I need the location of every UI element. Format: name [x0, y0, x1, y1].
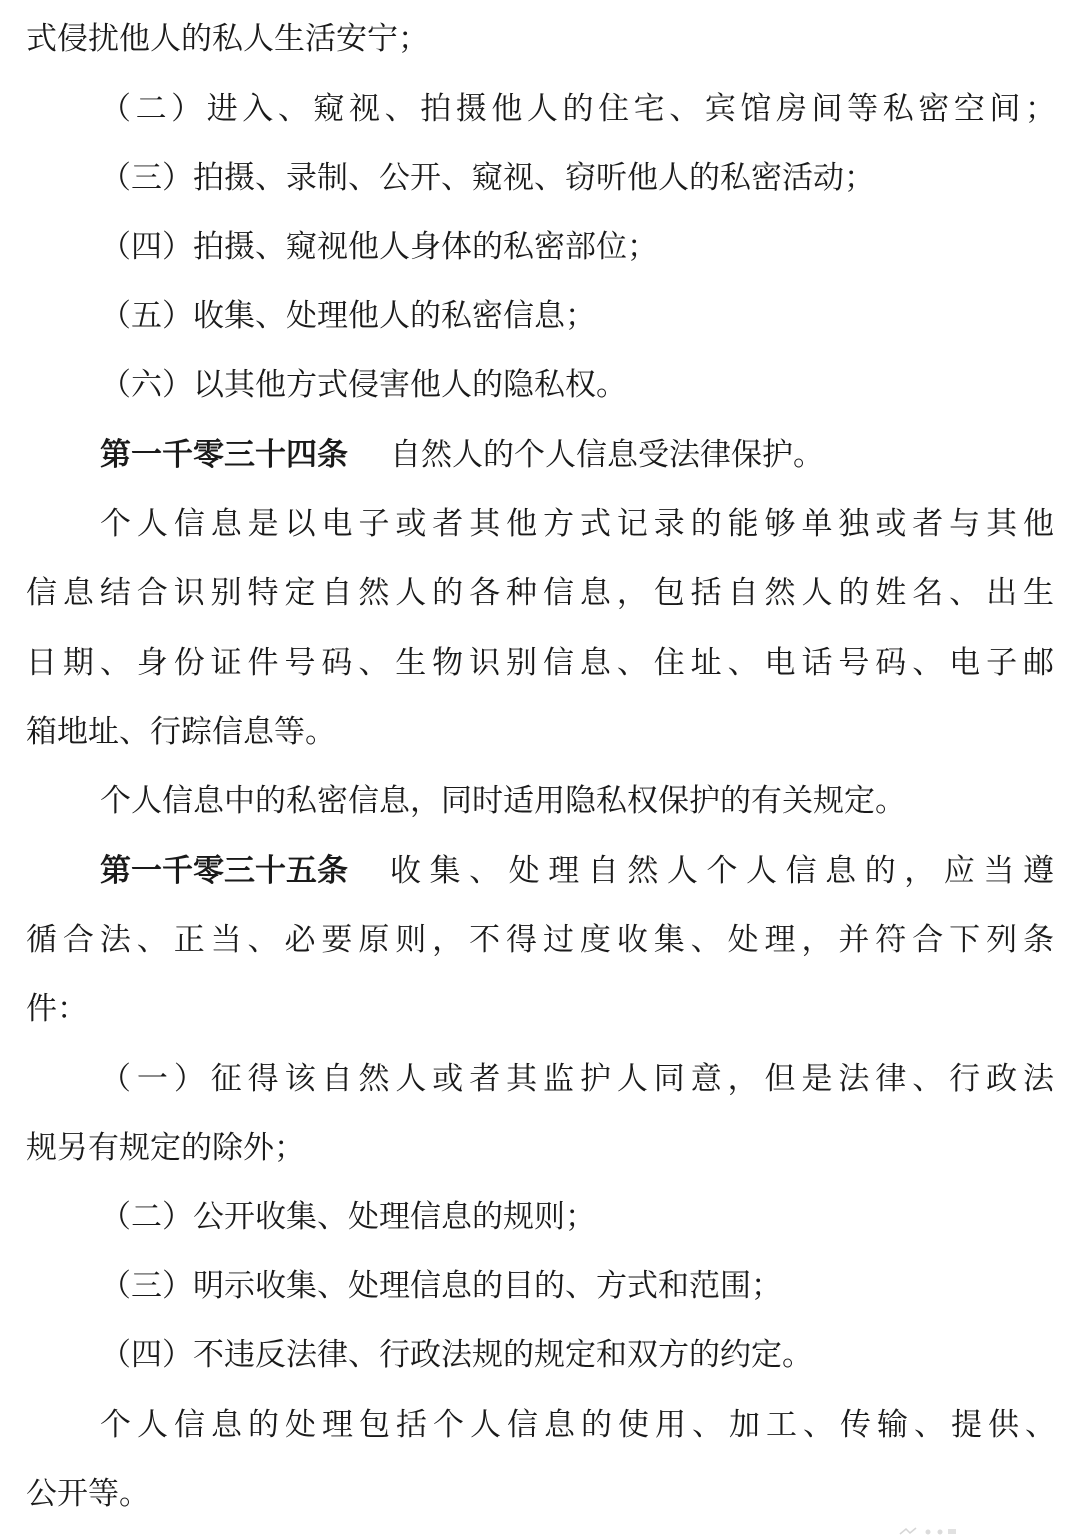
text-line: 日期、身份证件号码、生物识别信息、住址、电话号码、电子邮: [26, 645, 1054, 681]
text-line: （五）收集、处理他人的私密信息；: [100, 298, 596, 334]
article-title: 第一千零三十五条: [100, 853, 348, 889]
article-1034: [100, 435, 824, 475]
text-line: （三）明示收集、处理信息的目的、方式和范围；: [100, 1268, 782, 1304]
text-line: （二）进入、窥视、拍摄他人的住宅、宾馆房间等私密空间；: [100, 91, 1056, 127]
article-1035: [100, 851, 1054, 891]
text-line: 个人信息是以电子或者其他方式记录的能够单独或者与其他: [100, 506, 1054, 542]
text-line: 箱地址、行踪信息等。: [26, 714, 336, 750]
text-line: （三）拍摄、录制、公开、窥视、窃听他人的私密活动；: [100, 160, 875, 196]
text-line: （六）以其他方式侵害他人的隐私权。: [100, 367, 627, 403]
article-text: 自然人的个人信息受法律保护。: [390, 437, 824, 473]
text-line: （二）公开收集、处理信息的规则；: [100, 1199, 596, 1235]
watermark-icon: [898, 1526, 958, 1536]
article-title: 第一千零三十四条: [100, 437, 348, 473]
text-line: 件：: [26, 991, 88, 1027]
text-line: 个人信息的处理包括个人信息的使用、加工、传输、提供、: [100, 1407, 1056, 1443]
text-line: 公开等。: [26, 1476, 150, 1512]
text-line: 个人信息中的私密信息，同时适用隐私权保护的有关规定。: [100, 783, 906, 819]
text-line: （一）征得该自然人或者其监护人同意，但是法律、行政法: [100, 1061, 1054, 1097]
text-line: 规另有规定的除外；: [26, 1130, 305, 1166]
text-line: 循合法、正当、必要原则，不得过度收集、处理，并符合下列条: [26, 922, 1054, 958]
article-text: 收集、处理自然人个人信息的，应当遵: [390, 853, 1054, 889]
text-line: 信息结合识别特定自然人的各种信息，包括自然人的姓名、出生: [26, 575, 1054, 611]
text-line: （四）拍摄、窥视他人身体的私密部位；: [100, 229, 658, 265]
text-line: 式侵扰他人的私人生活安宁；: [26, 21, 429, 57]
text-line: （四）不违反法律、行政法规的规定和双方的约定。: [100, 1337, 813, 1373]
